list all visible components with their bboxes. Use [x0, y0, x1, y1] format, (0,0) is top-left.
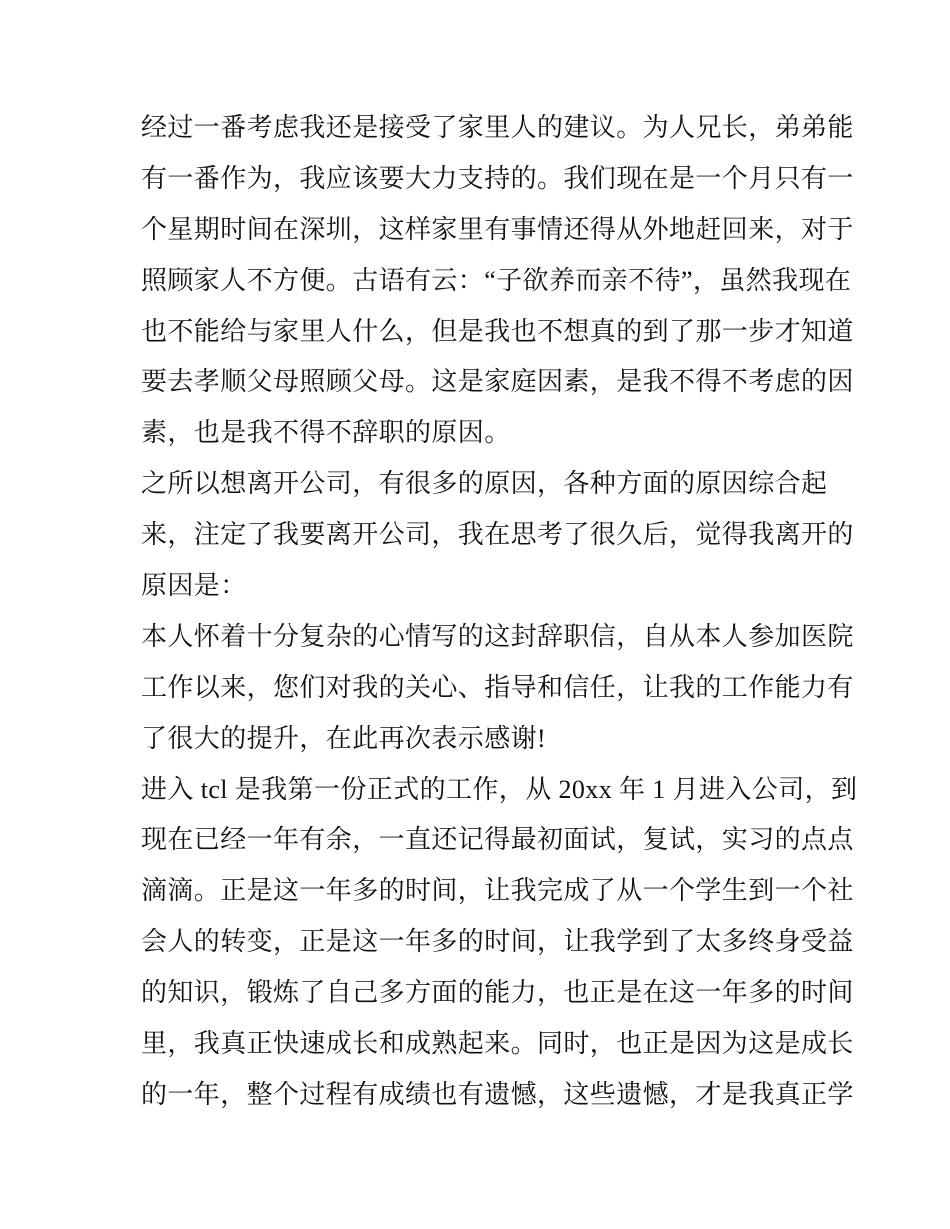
- text-line: 素，也是我不得不辞职的原因。: [141, 418, 511, 448]
- paragraph-family-reasons: [141, 103, 854, 459]
- text-line: 滴滴。正是这一年多的时间，让我完成了从一个学生到一个社: [141, 876, 854, 906]
- paragraph-hospital-thanks: [141, 612, 854, 765]
- text-line: 原因是：: [141, 571, 247, 601]
- text-line: 工作以来，您们对我的关心、指导和信任，让我的工作能力有: [141, 672, 854, 702]
- text-line: 进入 tcl 是我第一份正式的工作，从 20xx 年 1 月进入公司，到: [141, 774, 858, 804]
- document-body: [141, 103, 858, 1121]
- text-line: 会人的转变，正是这一年多的时间，让我学到了太多终身受益: [141, 927, 854, 957]
- text-line: 现在已经一年有余，一直还记得最初面试，复试，实习的点点: [141, 825, 854, 855]
- paragraph-tcl-experience: [141, 765, 858, 1121]
- text-line: 的一年，整个过程有成绩也有遗憾，这些遗憾，才是我真正学: [141, 1079, 854, 1109]
- text-line: 的知识，锻炼了自己多方面的能力，也正是在这一年多的时间: [141, 978, 854, 1008]
- text-line: 之所以想离开公司，有很多的原因，各种方面的原因综合起: [141, 469, 828, 499]
- text-line: 了很大的提升，在此再次表示感谢!: [141, 723, 547, 753]
- text-line: 里，我真正快速成长和成熟起来。同时，也正是因为这是成长: [141, 1029, 854, 1059]
- text-line: 照顾家人不方便。古语有云：“子欲养而亲不待”，虽然我现在: [141, 265, 852, 295]
- text-line: 要去孝顺父母照顾父母。这是家庭因素，是我不得不考虑的因: [141, 367, 854, 397]
- text-line: 个星期时间在深圳，这样家里有事情还得从外地赶回来，对于: [141, 214, 854, 244]
- text-line: 来，注定了我要离开公司，我在思考了很久后，觉得我离开的: [141, 520, 854, 550]
- text-line: 有一番作为，我应该要大力支持的。我们现在是一个月只有一: [141, 163, 854, 193]
- text-line: 经过一番考虑我还是接受了家里人的建议。为人兄长，弟弟能: [141, 113, 854, 142]
- text-line: 本人怀着十分复杂的心情写的这封辞职信，自从本人参加医院: [141, 621, 854, 651]
- paragraph-leaving-reasons-intro: [141, 459, 854, 612]
- text-line: 也不能给与家里人什么，但是我也不想真的到了那一步才知道: [141, 316, 854, 346]
